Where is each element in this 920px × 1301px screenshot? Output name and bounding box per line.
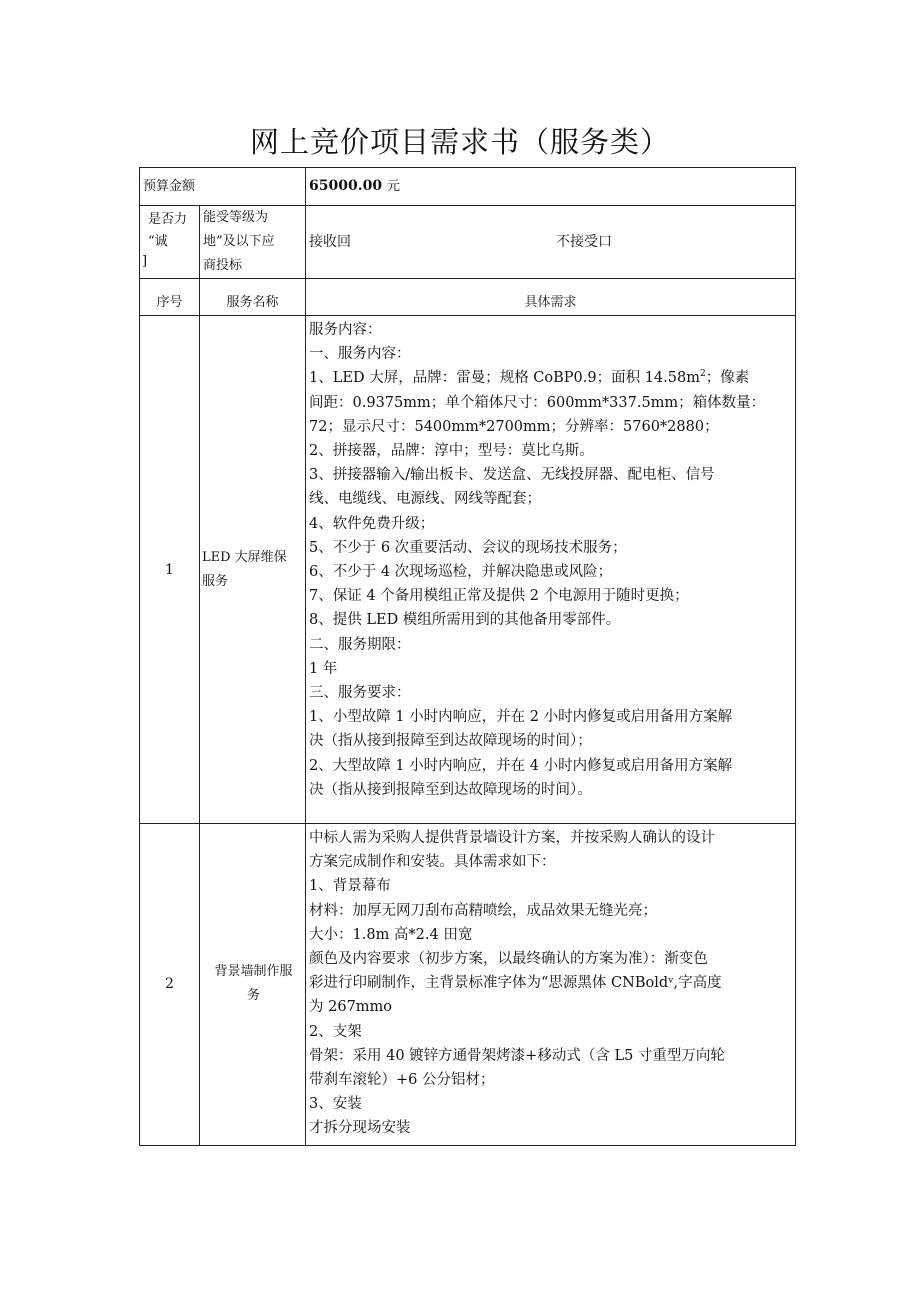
service-name [200, 824, 306, 1146]
service-name-line: 服务 [202, 573, 229, 589]
service-name-line: 务 [247, 988, 261, 1004]
row-number: 2 [140, 824, 200, 1146]
row-number: 1 [140, 316, 200, 824]
service-detail [306, 316, 796, 824]
budget-amount: 65000.00 [309, 178, 383, 194]
detail-line: 颜色及内容要求（初步方案，以最终确认的方案为准）：渐变色 [309, 951, 708, 968]
budget-value-cell [306, 168, 796, 206]
budget-label: 预算金额 [140, 168, 306, 206]
detail-line: 3、安装 [309, 1096, 362, 1113]
detail-line: 2、拼接器，品牌：淳中；型号：莫比乌斯。 [309, 443, 594, 460]
table-row [140, 824, 796, 1146]
detail-line: 一、服务内容： [309, 346, 411, 363]
detail-line: 1 年 [309, 660, 338, 677]
accept-checkbox-label: 接收回 [309, 234, 352, 250]
detail-line: 决（指从接到报障至到达故障现场的时间）； [309, 733, 592, 750]
budget-unit: 元 [386, 179, 400, 194]
detail-line: 线、电缆线、电源线、网线等配套； [309, 491, 542, 508]
detail-line: 7、保证 4 个备用模组正常及提供 2 个电源用于随时更换； [309, 588, 689, 605]
service-name-line: 背景墙制作服 [214, 964, 293, 980]
eligibility-fragment-1: 是否力 [148, 212, 188, 227]
detail-line: 间距：0.9375mm；单个箱体尺寸：600mm*337.5mm；箱体数量： [309, 394, 766, 411]
header-name: 服务名称 [200, 279, 306, 316]
service-name [200, 316, 306, 824]
requirements-table [139, 167, 796, 1146]
detail-line: 骨架：采用 40 镀锌方通骨架烤漆+移动式（含 L5 寸重型万向轮 [309, 1047, 725, 1064]
budget-row [140, 168, 796, 206]
header-detail: 具体需求 [306, 279, 796, 316]
service-name-line: LED 大屏维保 [202, 549, 287, 565]
detail-line: 大小：1.8m 高*2.4 田宽 [309, 926, 473, 943]
detail-line: 1、小型故障 1 小时内响应，并在 2 小时内修复或启用备用方案解 [309, 709, 733, 726]
detail-line: 72；显示尺寸：5400mm*2700mm；分辨率：5760*2880； [309, 418, 719, 435]
detail-line: 3、拼接器输入/输出板卡、发送盒、无线投屏器、配电柜、信号 [309, 467, 715, 484]
detail-line: 1、背景幕布 [309, 878, 391, 895]
detail-line: 6、不少于 4 次现场巡检，并解决隐患或风险； [309, 564, 613, 581]
detail-line: 三、服务要求： [309, 685, 411, 702]
eligibility-fragment-3: ] [142, 254, 148, 269]
service-detail [306, 824, 796, 1146]
detail-line: 5、不少于 6 次重要活动、会议的现场技术服务； [309, 539, 627, 556]
detail-line: 材料：加厚无网刀刮布高精喷绘，成品效果无缝光亮； [309, 902, 658, 919]
table-row [140, 316, 796, 824]
detail-line: 决（指从接到报障至到达故障现场的时间）。 [309, 781, 592, 798]
detail-line: 8、提供 LED 模组所需用到的其他备用零部件。 [309, 612, 621, 629]
detail-line: 2、支架 [309, 1023, 362, 1040]
detail-line: 为 267mmo [309, 999, 393, 1016]
detail-line: 带刹车滚轮）+6 公分铝材； [309, 1072, 495, 1089]
eligibility-label-line: 能受等级为 [203, 210, 269, 225]
eligibility-label-line: 商投标 [203, 258, 243, 273]
eligibility-options [306, 206, 796, 279]
detail-line: 二、服务期限： [309, 636, 411, 653]
header-row [140, 279, 796, 316]
detail-line: 方案完成制作和安装。具体需求如下： [309, 854, 556, 871]
detail-line: 2、大型故障 1 小时内响应，并在 4 小时内修复或启用备用方案解 [309, 757, 733, 774]
detail-line: 服务内容： [309, 322, 382, 338]
detail-line: 1、LED 大屏，品牌：雷曼；规格 CoBP0.9；面积 $14.58m^2$；像素 [309, 369, 750, 387]
reject-checkbox-label: 不接受口 [556, 234, 613, 250]
page-title: 网上竞价项目需求书（服务类） [249, 125, 670, 159]
eligibility-label-fragment [140, 206, 200, 279]
header-no: 序号 [140, 279, 200, 316]
eligibility-label [200, 206, 306, 279]
detail-line: 才拆分现场安装 [309, 1120, 411, 1137]
eligibility-fragment-2: “诚 [148, 234, 168, 249]
detail-line: 中标人需为采购人提供背景墙设计方案，并按采购人确认的设计 [309, 830, 716, 846]
eligibility-row [140, 206, 796, 279]
detail-line: 4、软件免费升级； [309, 515, 435, 532]
eligibility-label-line: 地”及以下应 [203, 234, 275, 249]
detail-line: 彩进行印刷制作，主背景标准字体为“思源黑体 CNBoldᵛ,字高度 [309, 975, 722, 992]
